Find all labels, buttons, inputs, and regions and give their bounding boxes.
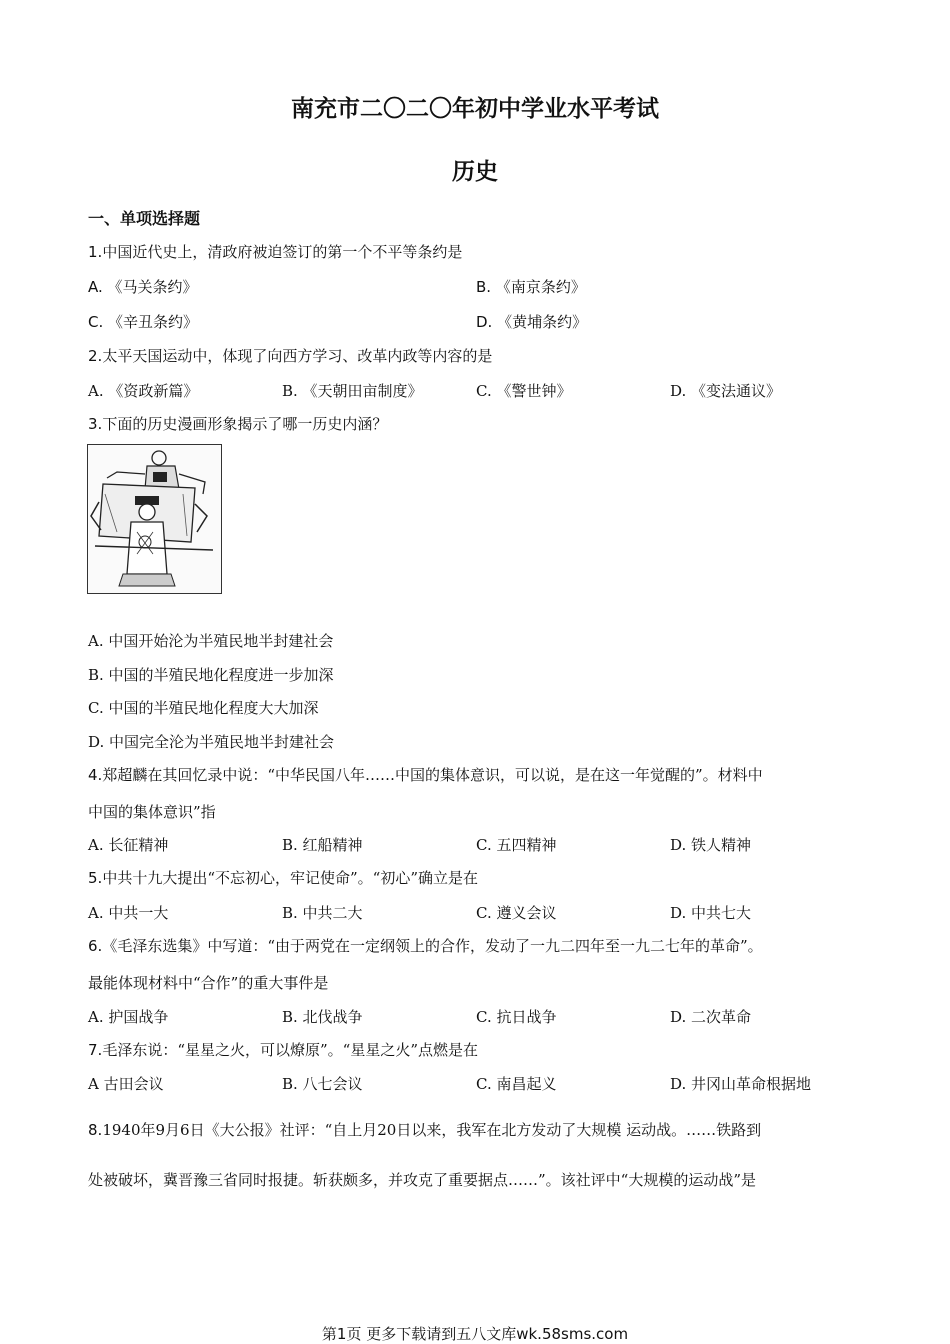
q1-option-c: C. 《辛丑条约》 [88, 313, 199, 331]
question-4-continued: 中国的集体意识”指 [88, 803, 216, 821]
question-number: 4. [88, 766, 103, 784]
q1-option-b: B. 《南京条约》 [476, 278, 586, 296]
question-text: 《毛泽东选集》中写道：“由于两党在一定纲领上的合作，发动了一九二四年至一九二七年的革命”。 [102, 937, 763, 955]
question-6-continued: 最能体现材料中“合作”的重大事件是 [88, 974, 329, 992]
q2-option-c: C. 《警世钟》 [476, 382, 572, 400]
question-7 [88, 1039, 478, 1060]
q3-option-b: B. 中国的半殖民地化程度进一步加深 [88, 666, 334, 684]
question-number: 2. [88, 347, 103, 365]
q7-option-c: C. 南昌起义 [476, 1075, 557, 1093]
q6-option-b: B. 北伐战争 [282, 1008, 363, 1026]
question-1 [88, 241, 462, 262]
exam-title: 南充市二〇二〇年初中学业水平考试 [291, 96, 659, 122]
q2-option-b: B. 《天朝田亩制度》 [282, 382, 423, 400]
q6-option-a: A. 护国战争 [88, 1008, 169, 1026]
question-8-continued: 处被破坏，冀晋豫三省同时报捷。斩获颇多，并攻克了重要据点……”。该社评中“大规模的运动战”是 [88, 1171, 757, 1189]
q3-option-d: D. 中国完全沦为半殖民地半封建社会 [88, 733, 335, 751]
q7-option-b: B. 八七会议 [282, 1075, 363, 1093]
q1-option-a: A. 《马关条约》 [88, 278, 198, 296]
q6-option-d: D. 二次革命 [670, 1008, 752, 1026]
question-text: 下面的历史漫画形象揭示了哪一历史内涵？ [102, 415, 388, 433]
q7-option-a: A 古田会议 [88, 1075, 164, 1093]
q5-option-a: A. 中共一大 [88, 904, 169, 922]
question-text: 中国近代史上，清政府被迫签订的第一个不平等条约是 [102, 243, 463, 261]
q4-option-d: D. 铁人精神 [670, 836, 752, 854]
q5-option-b: B. 中共二大 [282, 904, 363, 922]
q6-option-c: C. 抗日战争 [476, 1008, 557, 1026]
question-5 [88, 867, 478, 888]
history-cartoon-image [87, 444, 222, 594]
question-text: 1940年9月6日《大公报》社评：“自上月20日以来，我军在北方发动了大规模 运动战。……铁路到 [102, 1121, 762, 1139]
q5-option-c: C. 遵义会议 [476, 904, 557, 922]
section-heading: 一、单项选择题 [88, 209, 201, 228]
q7-option-d: D. 井冈山革命根据地 [670, 1075, 812, 1093]
q2-option-d: D. 《变法通议》 [670, 382, 782, 400]
question-6 [88, 935, 763, 956]
question-2 [88, 345, 492, 366]
question-text: 太平天国运动中，体现了向西方学习、改革内政等内容的是 [102, 347, 493, 365]
q3-option-a: A. 中国开始沦为半殖民地半封建社会 [88, 632, 334, 650]
question-number: 6. [88, 937, 103, 955]
question-text: 郑超麟在其回忆录中说：“中华民国八年……中国的集体意识，可以说，是在这一年觉醒的”。材料中 [102, 766, 763, 784]
q5-option-d: D. 中共七大 [670, 904, 752, 922]
question-number: 8. [88, 1121, 103, 1139]
question-number: 1. [88, 243, 103, 261]
question-8 [88, 1119, 761, 1140]
page-footer: 第1页 更多下载请到五八文库wk.58sms.com [321, 1325, 629, 1343]
question-text: 毛泽东说：“星星之火，可以燎原”。“星星之火”点燃是在 [102, 1041, 478, 1059]
question-number: 7. [88, 1041, 103, 1059]
question-number: 3. [88, 415, 103, 433]
q1-option-d: D. 《黄埔条约》 [476, 313, 588, 331]
subject-title: 历史 [452, 159, 498, 185]
q3-option-c: C. 中国的半殖民地化程度大大加深 [88, 699, 319, 717]
q2-option-a: A. 《资政新篇》 [88, 382, 199, 400]
question-4 [88, 764, 763, 785]
q4-option-a: A. 长征精神 [88, 836, 169, 854]
question-3 [88, 413, 387, 434]
q4-option-c: C. 五四精神 [476, 836, 557, 854]
question-text: 中共十九大提出“不忘初心，牢记使命”。“初心”确立是在 [102, 869, 478, 887]
q4-option-b: B. 红船精神 [282, 836, 363, 854]
question-number: 5. [88, 869, 103, 887]
